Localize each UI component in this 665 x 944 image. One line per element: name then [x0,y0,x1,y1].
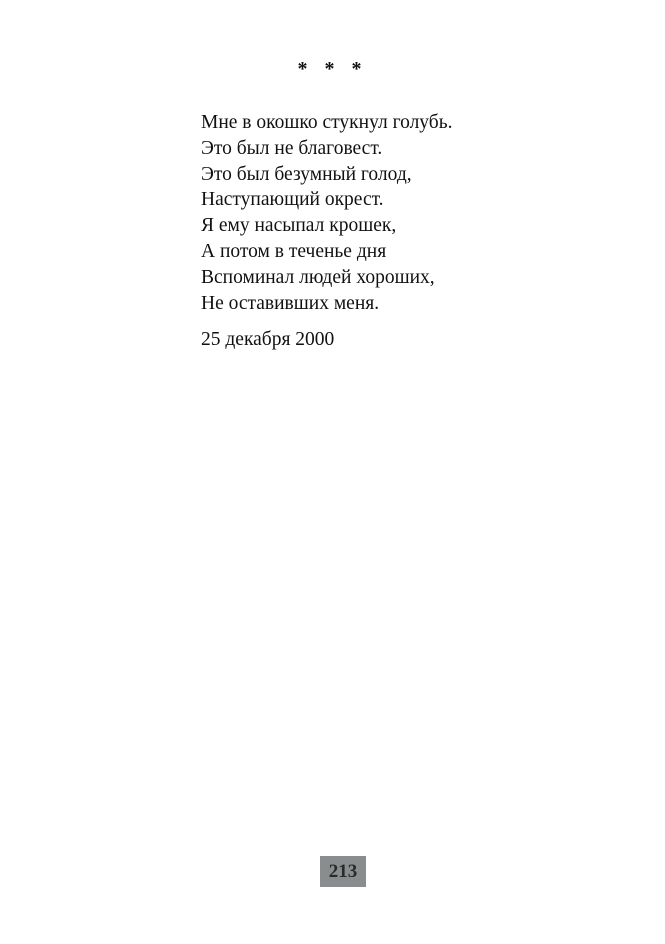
poem-line: Вспоминал людей хороших, [201,266,435,288]
poem-line: А потом в теченье дня [201,240,387,262]
poem-date: 25 декабря 2000 [201,329,335,350]
poem-line: Это был не благовест. [201,137,383,159]
poem-line: Не оставивших меня. [201,292,380,314]
section-asterisks: * * * [297,58,368,80]
poem-line: Я ему насыпал крошек, [201,215,397,237]
poem-line: Мне в окошко стукнул голубь. [201,112,453,133]
page-number: 213 [320,856,366,887]
poem-text [201,110,453,316]
poem-line: Наступающий окрест. [201,189,384,211]
poem-line: Это был безумный голод, [201,163,412,185]
